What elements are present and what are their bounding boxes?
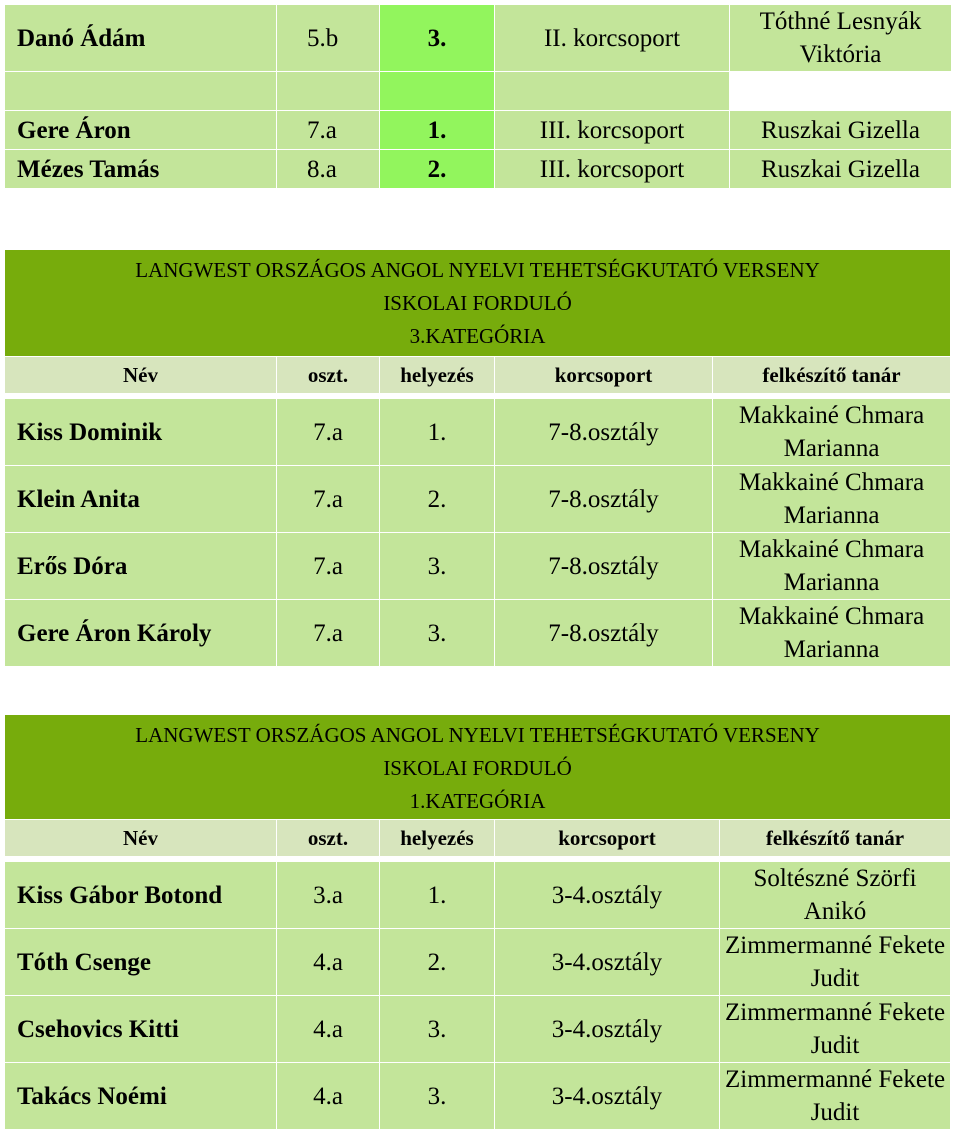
category-3-table [4,249,951,667]
category-1-table [4,714,951,1130]
header-teacher: felkészítő tanár [713,357,951,394]
column-headers [5,357,951,394]
place-cell: 1. [380,862,495,929]
group-cell: II. korcsoport [495,5,730,72]
spacer-cell [5,72,277,111]
place-cell: 3. [380,600,495,667]
class-cell: 7.a [277,399,380,466]
group-cell: III. korcsoport [495,111,730,150]
group-cell: 3-4.osztály [495,862,720,929]
group-cell: 3-4.osztály [495,996,720,1063]
teacher-cell: Makkainé Chmara Marianna [713,399,951,466]
table-row-spacer [5,72,952,111]
header-teacher: felkészítő tanár [720,820,951,857]
header-group: korcsoport [495,357,713,394]
category-label: 3.KATEGÓRIA [409,324,546,348]
round-subtitle: ISKOLAI FORDULÓ [383,756,572,780]
class-cell: 3.a [277,862,380,929]
round-subtitle: ISKOLAI FORDULÓ [383,291,572,315]
place-cell: 3. [380,1063,495,1130]
group-cell: 7-8.osztály [495,399,713,466]
teacher-cell: Soltészné Szörfi Anikó [720,862,951,929]
section-header [5,250,951,357]
student-name: Klein Anita [5,466,277,533]
section-title-cell [5,715,951,820]
table-row [5,600,951,667]
place-cell: 2. [380,150,495,189]
class-cell: 4.a [277,1063,380,1130]
teacher-cell: Zimmermanné Fekete Judit [720,996,951,1063]
student-name: Gere Áron [5,111,277,150]
student-name: Gere Áron Károly [5,600,277,667]
class-cell: 5.b [277,5,380,72]
header-name: Név [5,820,277,857]
category-label: 1.KATEGÓRIA [409,789,546,813]
table-row [5,533,951,600]
header-name: Név [5,357,277,394]
place-cell: 2. [380,929,495,996]
competition-title: LANGWEST ORSZÁGOS ANGOL NYELVI TEHETSÉGKUTATÓ VERSENY [135,723,820,747]
table-row [5,466,951,533]
spacer-cell [495,72,730,111]
student-name: Danó Ádám [5,5,277,72]
place-cell: 3. [380,996,495,1063]
class-cell: 7.a [277,111,380,150]
place-cell: 3. [380,5,495,72]
teacher-cell: Makkainé Chmara Marianna [713,600,951,667]
spacer-cell [277,72,380,111]
table-row [5,399,951,466]
class-cell: 4.a [277,929,380,996]
class-cell: 4.a [277,996,380,1063]
table-row [5,996,951,1063]
group-cell: 7-8.osztály [495,466,713,533]
teacher-cell: Tóthné Lesnyák Viktória [730,5,952,72]
section-title-cell [5,250,951,357]
student-name: Tóth Csenge [5,929,277,996]
spacer-cell [730,72,952,111]
student-name: Takács Noémi [5,1063,277,1130]
header-class: oszt. [277,357,380,394]
place-cell: 1. [380,399,495,466]
teacher-cell: Makkainé Chmara Marianna [713,533,951,600]
table-row [5,111,952,150]
table-row [5,929,951,996]
class-cell: 7.a [277,533,380,600]
student-name: Kiss Dominik [5,399,277,466]
teacher-cell: Zimmermanné Fekete Judit [720,929,951,996]
table-row [5,150,952,189]
table-row [5,862,951,929]
header-place: helyezés [380,357,495,394]
teacher-cell: Makkainé Chmara Marianna [713,466,951,533]
place-cell: 1. [380,111,495,150]
table-row [5,1063,951,1130]
table-row [5,5,952,72]
section-header [5,715,951,820]
header-place: helyezés [380,820,495,857]
student-name: Csehovics Kitti [5,996,277,1063]
group-cell: III. korcsoport [495,150,730,189]
competition-title: LANGWEST ORSZÁGOS ANGOL NYELVI TEHETSÉGKUTATÓ VERSENY [135,258,820,282]
class-cell: 7.a [277,466,380,533]
student-name: Mézes Tamás [5,150,277,189]
student-name: Kiss Gábor Botond [5,862,277,929]
group-cell: 7-8.osztály [495,600,713,667]
group-cell: 3-4.osztály [495,929,720,996]
spacer-cell [380,72,495,111]
teacher-cell: Zimmermanné Fekete Judit [720,1063,951,1130]
group-cell: 7-8.osztály [495,533,713,600]
teacher-cell: Ruszkai Gizella [730,111,952,150]
header-group: korcsoport [495,820,720,857]
place-cell: 3. [380,533,495,600]
group-cell: 3-4.osztály [495,1063,720,1130]
place-cell: 2. [380,466,495,533]
class-cell: 8.a [277,150,380,189]
column-headers [5,820,951,857]
teacher-cell: Ruszkai Gizella [730,150,952,189]
header-class: oszt. [277,820,380,857]
student-name: Erős Dóra [5,533,277,600]
class-cell: 7.a [277,600,380,667]
top-results-table [4,4,952,189]
